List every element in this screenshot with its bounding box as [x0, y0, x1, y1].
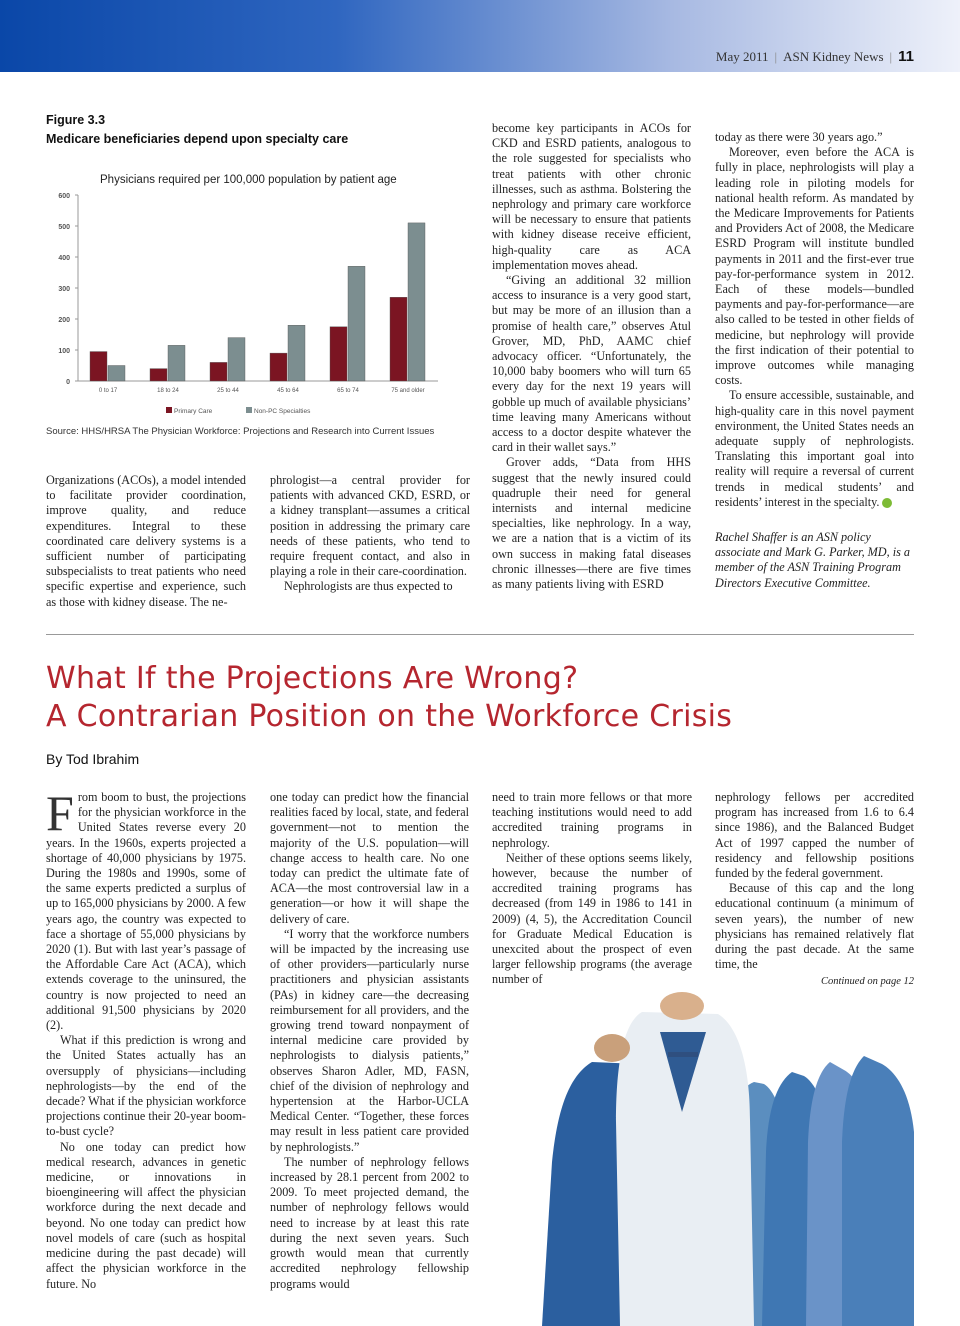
- section-divider: [46, 634, 914, 635]
- legend-label: Non-PC Specialties: [254, 408, 311, 415]
- staff-figures: [542, 992, 914, 1326]
- y-tick-label: 400: [58, 255, 70, 262]
- y-tick-label: 100: [58, 348, 70, 355]
- legend-swatch: [166, 407, 172, 413]
- paragraph: become key participants in ACOs for CKD and ESRD patients, analogous to the role suggested for specialists who treat patients with other chronic illnesses, such as asthma. Bolstering the nephrology and primary care workforce will be necessary to ensure that patients with kidney disease receive efficient, high-quality care as ACA implementation moves ahead.: [492, 121, 691, 272]
- paragraph: Nephrologists are thus expected to: [284, 579, 453, 594]
- paragraph-text: To ensure accessible, sustainable, and high-quality care in this novel payment environment, the United States needs an adequate supply of nephrologists. Translating this important goal into reality will require a reversal of current trends in medical students’ and residents’ interest in the specialty.: [715, 388, 914, 509]
- article2-col1: [46, 785, 246, 1292]
- paragraph: “I worry that the workforce numbers will be impacted by the increasing use of other providers—particularly nurse practitioners and physician assistants (PAs) in kidney care—the decreasing reimbursement for all providers, and the growing trend toward nonpayment of internal medicine care provided by nephrologists to dialysis patients,” observes Sharon Adler, MD, FASN, chief of the division of nephrology and hypertension at the Harbor-UCLA Medical Center. “Together, these forces may result in less patient care provided by nephrologists.”: [270, 926, 469, 1154]
- issue-date: May 2011: [715, 49, 769, 64]
- bar-primary-care: [210, 362, 227, 381]
- page-number: 11: [898, 48, 914, 65]
- paragraph: Organizations (ACOs), a model intended to facilitate provider coordination, improve quality, and reduce expenditures. Integral to these coordinated care delivery systems is a sufficient number of participating subspecialists to treat patients who need specific expertise and experience, such as those with kidney disease. The ne-: [46, 473, 246, 609]
- paragraph: Neither of these options seems likely, however, because the number of accredited training programs has decreased (from 149 in 1986 to 141 in 2009) (4, 5), the Accreditation Council for Graduate Medical Education is unexcited about the prospect of even larger fellowship programs (the average number of: [492, 850, 692, 987]
- bar-primary-care: [150, 369, 167, 381]
- bar-primary-care: [90, 352, 107, 381]
- bar-non-pc: [108, 366, 125, 382]
- figure-title: Medicare beneficiaries depend upon specialty care: [46, 132, 349, 146]
- continued-note: Continued on page 12: [820, 976, 914, 988]
- paragraph: one today can predict how the financial realities faced by local, state, and federal government—not to mention the majority of the U.S. population—will change access to health care. No one today can predict the ultimate fate of ACA—the most controversial law in a generation—or how it will shape the delivery of care.: [270, 790, 469, 926]
- paragraph: “Giving an additional 32 million access to insurance is a very good start, but may be more of an illusion than a promise of health care,” observes Atul Grover, MD, PhD, AAMC chief advocacy officer. “Unfortunately, the 10,000 baby boomers who will turn 65 every day for the next 19 years will gobble up much of available physicians’ time leaving many Americans without access to a doctor despite whatever the card in their wallet says.”: [492, 273, 691, 455]
- paragraph: No one today can predict how medical research, advances in genetic medicine, or innovations in bioengineering will affect the physician workforce during the next decade and beyond. No one today can predict how novel models of care (such as hospital medicine during the past decade) will affect the physician workforce in the future. No: [46, 1139, 246, 1291]
- paragraph: Because of this cap and the long educational continuum (a minimum of seven years), the number of new physicians has remained relatively flat during the past decade. At the same time, the: [715, 881, 914, 972]
- bar-non-pc: [348, 266, 365, 381]
- paragraph: nephrology fellows per accredited program has increased from 1.6 to 6.4 since 1986), and the Balanced Budget Act of 1997 capped the number of residency and fellowship positions funded by the federal government.: [715, 790, 914, 881]
- y-tick-label: 500: [58, 224, 70, 231]
- article2-col2: [270, 790, 469, 1292]
- x-tick-label: 45 to 64: [277, 388, 299, 394]
- article1-col1: [46, 473, 246, 610]
- bar-non-pc: [168, 345, 185, 381]
- running-head: [716, 48, 914, 65]
- paragraph: [715, 388, 914, 510]
- publication-name: ASN Kidney News: [783, 49, 884, 64]
- end-mark-icon: [882, 498, 892, 508]
- paragraph: The number of nephrology fellows increased by 28.1 percent from 2002 to 2009. To meet projected demand, the number of nephrology fellows would need to increase by at least this rate during the next seven years. Such growth would mean that currently accredited nephrology fellowship programs would: [270, 1154, 469, 1291]
- author-bio: Rachel Shaffer is an ASN policy associate and Mark G. Parker, MD, is a member of the ASN Training Program Directors Executive Committee.: [715, 530, 910, 590]
- legend-label: Primary Care: [174, 408, 213, 415]
- paragraph: phrologist—a central provider for patients with advanced CKD, ESRD, or a kidney transplant—assumes a critical position in addressing the primary care needs of these patients, who tend to require frequent contact, and also in playing a role in their care-coordination.: [270, 473, 470, 579]
- y-tick-label: 0: [66, 379, 70, 386]
- paragraph: [46, 785, 246, 1033]
- article2-col4: [715, 790, 914, 990]
- paragraph: Grover adds, “Data from HHS suggest that the newly insured could quadruple their need for general internists and internal medicine specialties, like nephrology. In a way, we are a nation that is a victim of its own success in making fatal diseases chronic illnesses—there are five times as many patients living with ESRD: [492, 455, 691, 592]
- article1-col3: [492, 121, 691, 592]
- bar-non-pc: [408, 223, 425, 381]
- figure-label: Figure 3.3: [46, 113, 106, 127]
- separator: |: [889, 49, 893, 64]
- paragraph-text: rom boom to bust, the projections for the physician workforce in the United States reverse every 20 years. In the 1960s, experts projected a shortage of 40,000 physicians by 1975. During the 1980s and 1990s, some of the same experts predicted a surplus of up to 165,000 physicians by 2000. A few years ago, the country was expected to face a shortage of 55,000 physicians by 2020 (1). But with last year’s passage of the Affordable Care Act (ACA), which extends coverage to the uninsured, the country is now projected to need an additional 91,500 physicians by 2020 (2).: [46, 790, 246, 1033]
- bar-primary-care: [270, 353, 287, 381]
- x-tick-label: 18 to 24: [157, 388, 179, 394]
- headline-line-1: What If the Projections Are Wrong?: [46, 661, 579, 696]
- article1-col2: [270, 473, 470, 595]
- y-tick-label: 300: [58, 286, 70, 293]
- separator: |: [774, 49, 778, 64]
- chart-title: Physicians required per 100,000 population by patient age: [100, 174, 397, 186]
- x-tick-label: 25 to 44: [217, 388, 239, 394]
- bar-chart: [46, 165, 466, 423]
- paragraph: Moreover, even before the ACA is fully in place, nephrologists will play a leading role in piloting models for national health reform. As mandated by the Medicare Improvements for Patients and Providers Act of 2008, the Medicare ESRD Program will institute bundled payments in 2011 and the first-ever true pay-for-performance system in 2012. Each of these models—bundled payments and pay-for-performance—are also called to be tested in other fields of medicine, but nephrology will provide the first indication of their potential to improve outcomes while managing costs.: [715, 145, 914, 388]
- bar-primary-care: [390, 297, 407, 381]
- y-tick-label: 600: [58, 193, 70, 200]
- paragraph: What if this prediction is wrong and the United States actually has an oversupply of physicians—including nephrologists—by the end of the decade? What if the physician workforce projections continue their 20-year boom-to-bust cycle?: [46, 1033, 246, 1139]
- bar-non-pc: [288, 325, 305, 381]
- byline: By Tod Ibrahim: [46, 751, 140, 767]
- drop-cap: F: [46, 785, 74, 841]
- legend-swatch: [246, 407, 252, 413]
- bar-non-pc: [228, 338, 245, 381]
- paragraph: today as there were 30 years ago.”: [715, 130, 883, 144]
- article1-col4: [715, 130, 914, 591]
- medical-staff-photo: [492, 992, 914, 1326]
- x-tick-label: 75 and older: [391, 388, 425, 394]
- article2-col3: [492, 790, 692, 988]
- x-tick-label: 0 to 17: [98, 388, 118, 394]
- article-headline: [46, 660, 732, 736]
- chart-svg: [46, 165, 466, 423]
- bar-primary-care: [330, 327, 347, 381]
- x-tick-label: 65 to 74: [337, 388, 359, 394]
- y-tick-label: 200: [58, 317, 70, 324]
- figure-source: Source: HHS/HRSA The Physician Workforce: Projections and Research into Current Issues: [46, 426, 435, 437]
- headline-line-2: A Contrarian Position on the Workforce Crisis: [46, 699, 733, 734]
- paragraph: need to train more fellows or that more teaching institutions would need to add accredited training programs in nephrology.: [492, 790, 692, 850]
